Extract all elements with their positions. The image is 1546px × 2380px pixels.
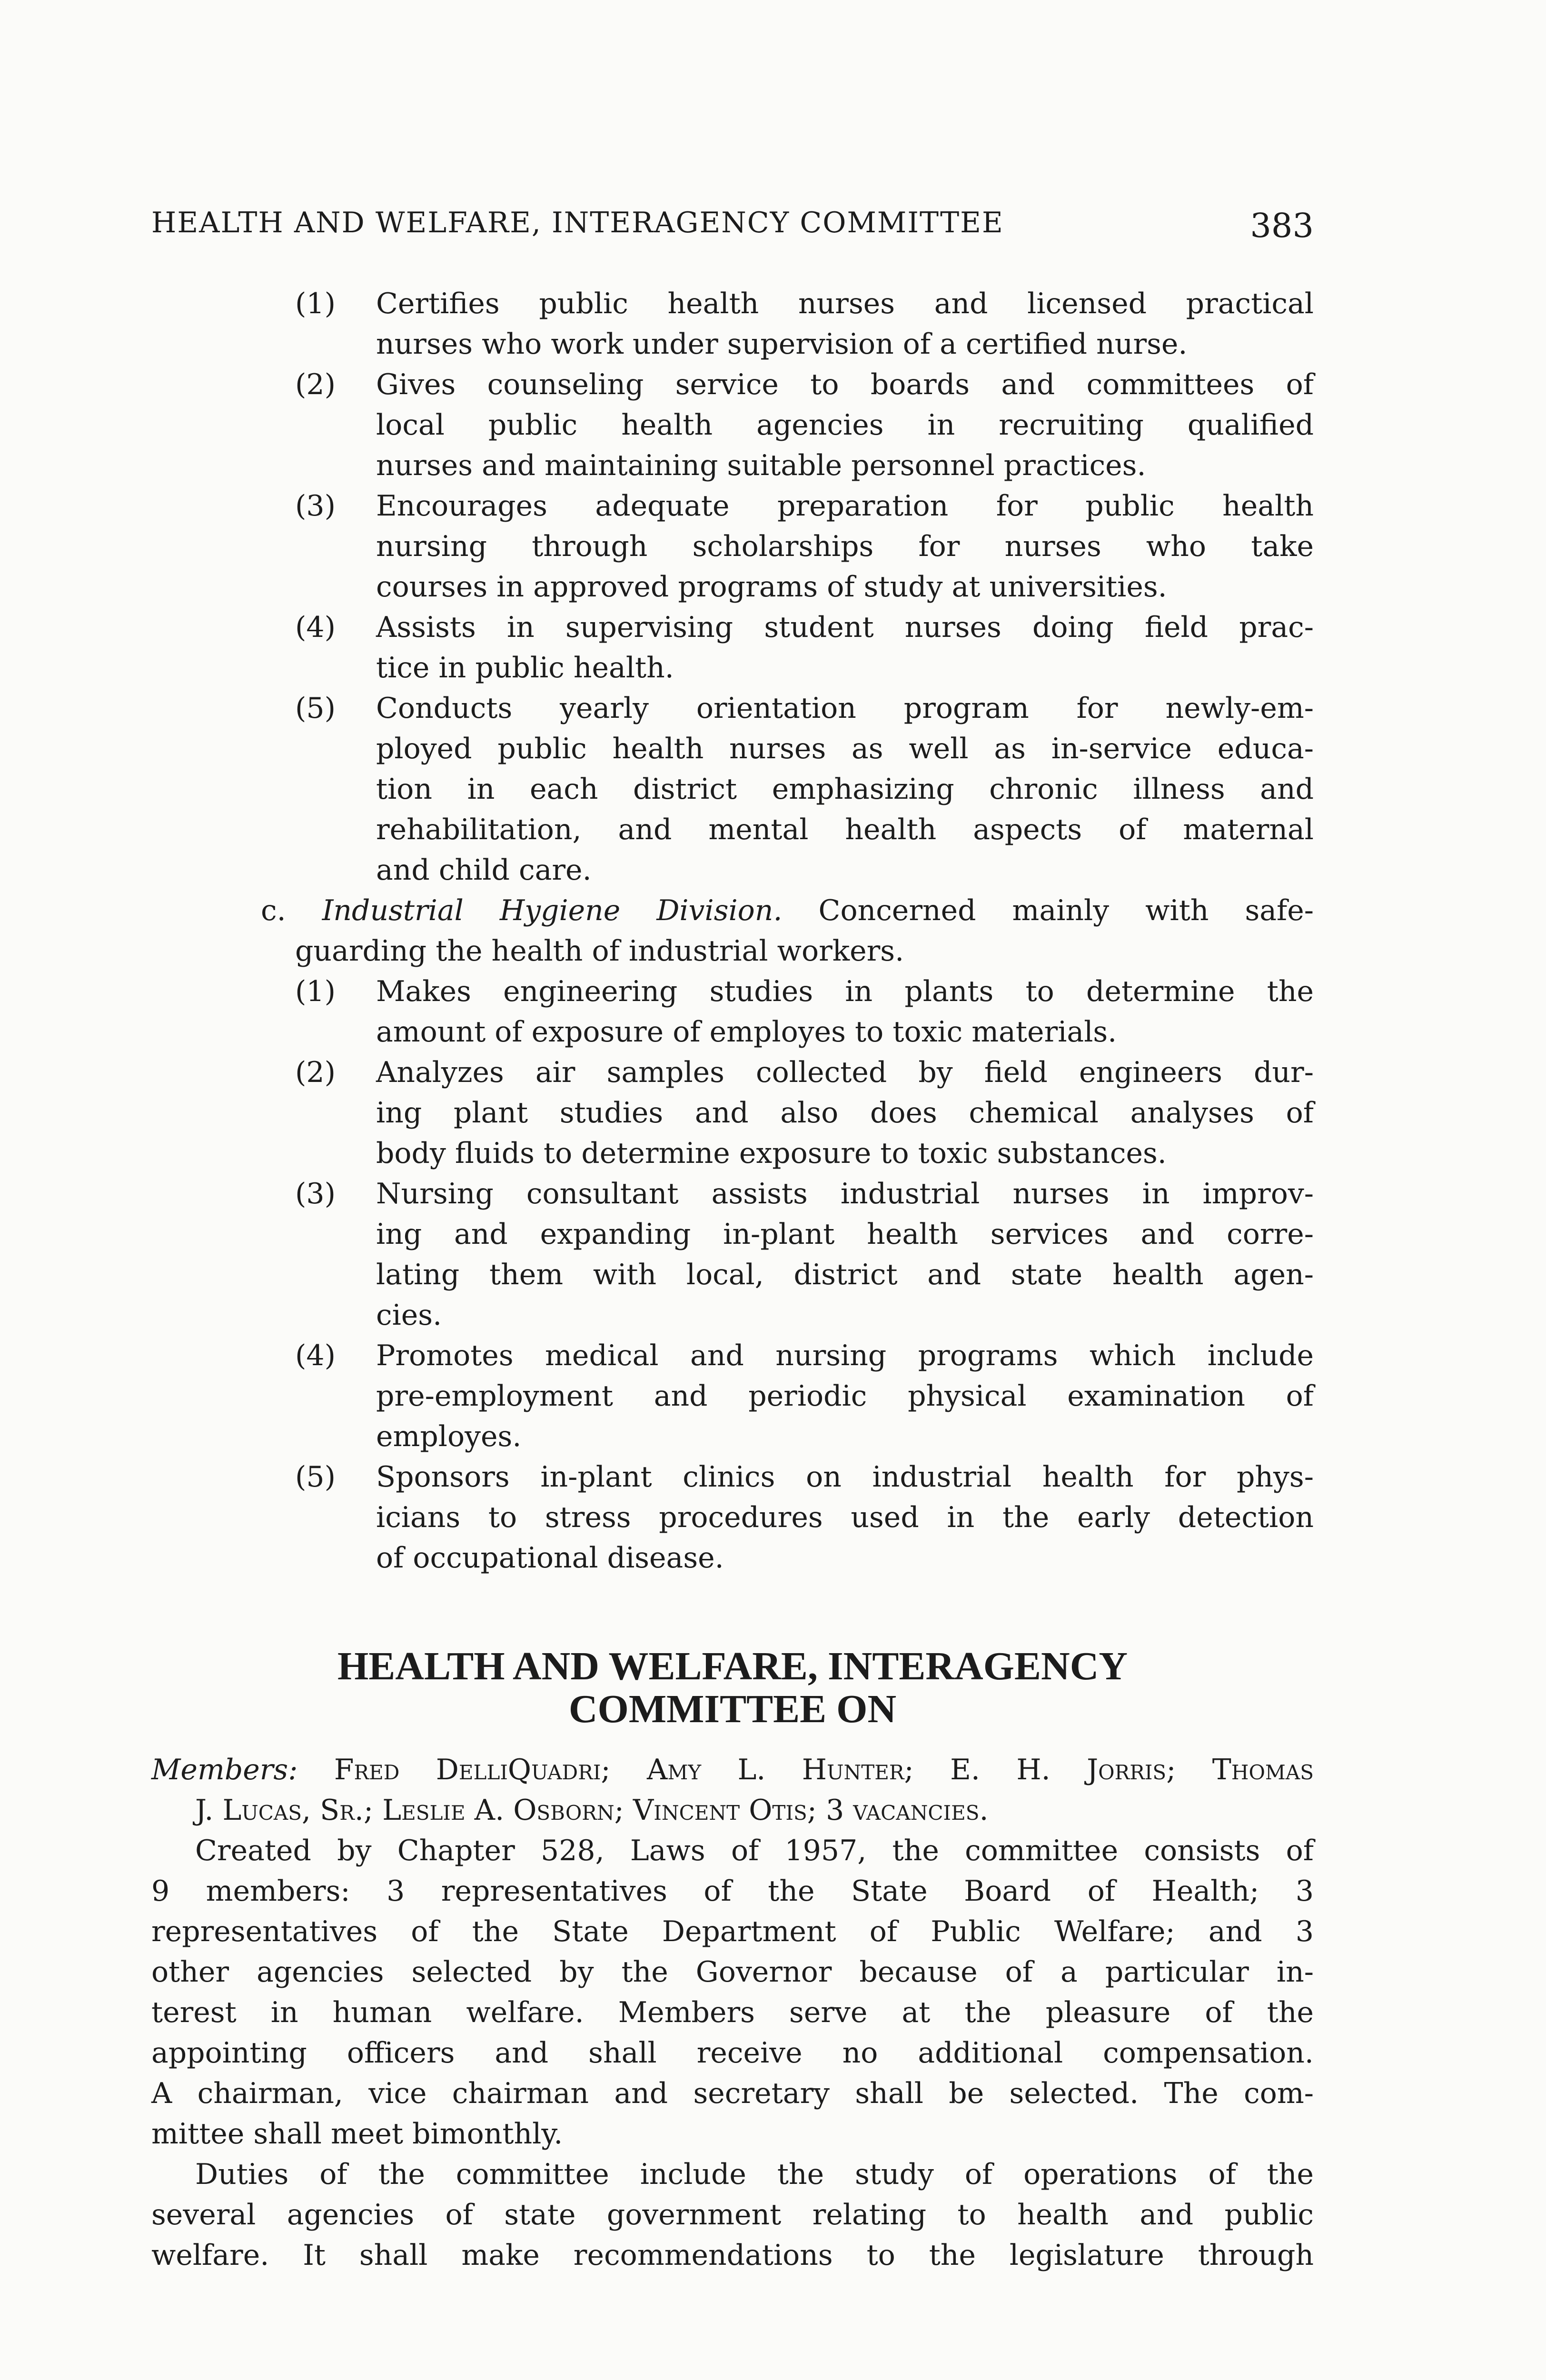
item-text-line: Encourages adequate preparation for public health: [376, 489, 1314, 523]
item-text-line: amount of exposure of employes to toxic materials.: [376, 1015, 1117, 1049]
item-text-line: pre-employment and periodic physical examination of: [376, 1379, 1314, 1413]
item-text-line: tice in public health.: [376, 651, 674, 684]
item-text-line: ing and expanding in-plant health services and corre-: [376, 1218, 1314, 1251]
item-number: (2): [295, 368, 336, 401]
page-number: 383: [1250, 206, 1314, 245]
item-text-line: of occupational disease.: [376, 1541, 724, 1575]
paragraph-line: mittee shall meet bimonthly.: [151, 2117, 563, 2151]
item-text-line: tion in each district emphasizing chronic illness and: [376, 773, 1314, 806]
item-text-line: body fluids to determine exposure to toxic substances.: [376, 1137, 1167, 1170]
item-text-line: nursing through scholarships for nurses who take: [376, 530, 1314, 563]
division-description: Concerned mainly with safe-: [818, 894, 1314, 927]
item-text-line: courses in approved programs of study at universities.: [376, 570, 1167, 604]
item-text-line: local public health agencies in recruiting qualified: [376, 408, 1314, 442]
paragraph-line: several agencies of state government relating to health and public: [151, 2198, 1314, 2231]
item-text-line: Conducts yearly orientation program for newly-em-: [376, 692, 1314, 725]
item-number: (3): [295, 1177, 336, 1210]
item-number: (5): [295, 692, 336, 725]
item-text-line: nurses who work under supervision of a certified nurse.: [376, 327, 1188, 361]
item-text-line: Analyzes air samples collected by field engineers dur-: [376, 1056, 1314, 1089]
item-text-line: Sponsors in-plant clinics on industrial health for phys-: [376, 1460, 1314, 1494]
item-text-line: cies.: [376, 1299, 442, 1332]
item-text-line: icians to stress procedures used in the early detection: [376, 1501, 1314, 1534]
item-number: (2): [295, 1056, 336, 1089]
item-text-line: Makes engineering studies in plants to determine the: [376, 975, 1314, 1008]
item-number: (1): [295, 287, 336, 320]
item-text-line: Certifies public health nurses and licensed practical: [376, 287, 1314, 320]
item-text-line: lating them with local, district and state health agen-: [376, 1258, 1314, 1291]
running-head-title: HEALTH AND WELFARE, INTERAGENCY COMMITTEE: [151, 206, 1004, 239]
item-text-line: employes.: [376, 1420, 522, 1453]
division-heading: [261, 890, 1314, 931]
item-number: (4): [295, 611, 336, 644]
paragraph-line: A chairman, vice chairman and secretary shall be selected. The com-: [151, 2077, 1314, 2110]
running-head: [151, 198, 1314, 250]
paragraph-line: welfare. It shall make recommendations to the legislature through: [151, 2239, 1314, 2272]
paragraph-line: 9 members: 3 representatives of the State Board of Health; 3: [151, 1874, 1314, 1908]
item-number: (1): [295, 975, 336, 1008]
members-names-line: J. Lucas, Sr.; Leslie A. Osborn; Vincent Otis; 3 vacancies.: [195, 1794, 989, 1827]
division-description-line: guarding the health of industrial workers.: [295, 934, 904, 968]
item-text-line: ployed public health nurses as well as in-service educa-: [376, 732, 1314, 765]
item-text-line: rehabilitation, and mental health aspects of maternal: [376, 813, 1314, 846]
paragraph-line: representatives of the State Department of Public Welfare; and 3: [151, 1915, 1314, 1948]
section-title-line: HEALTH AND WELFARE, INTERAGENCY: [337, 1644, 1128, 1688]
item-text-line: ing plant studies and also does chemical analyses of: [376, 1096, 1314, 1130]
division-name: Industrial Hygiene Division.: [322, 894, 783, 927]
item-text-line: Promotes medical and nursing programs which include: [376, 1339, 1314, 1372]
item-number: (5): [295, 1460, 336, 1494]
paragraph-line: other agencies selected by the Governor because of a particular in-: [151, 1955, 1314, 1989]
item-text-line: Gives counseling service to boards and committees of: [376, 368, 1314, 401]
division-label: c.: [261, 894, 286, 927]
item-text-line: Assists in supervising student nurses doing field prac-: [376, 611, 1314, 644]
members-names: Fred DelliQuadri; Amy L. Hunter; E. H. Jorris; Thomas: [334, 1753, 1314, 1786]
members-label: Members:: [151, 1753, 298, 1786]
section-title-line: COMMITTEE ON: [568, 1687, 897, 1731]
paragraph-line: Created by Chapter 528, Laws of 1957, the committee consists of: [195, 1834, 1314, 1867]
item-text-line: nurses and maintaining suitable personnel practices.: [376, 449, 1146, 482]
item-number: (3): [295, 489, 336, 523]
paragraph-line: appointing officers and shall receive no additional compensation.: [151, 2036, 1314, 2070]
paragraph-line: terest in human welfare. Members serve at the pleasure of the: [151, 1996, 1314, 2029]
item-text-line: Nursing consultant assists industrial nurses in improv-: [376, 1177, 1314, 1210]
item-text-line: and child care.: [376, 853, 592, 887]
members-line: [151, 1749, 1314, 1790]
item-number: (4): [295, 1339, 336, 1372]
paragraph-line: Duties of the committee include the study of operations of the: [195, 2158, 1314, 2191]
